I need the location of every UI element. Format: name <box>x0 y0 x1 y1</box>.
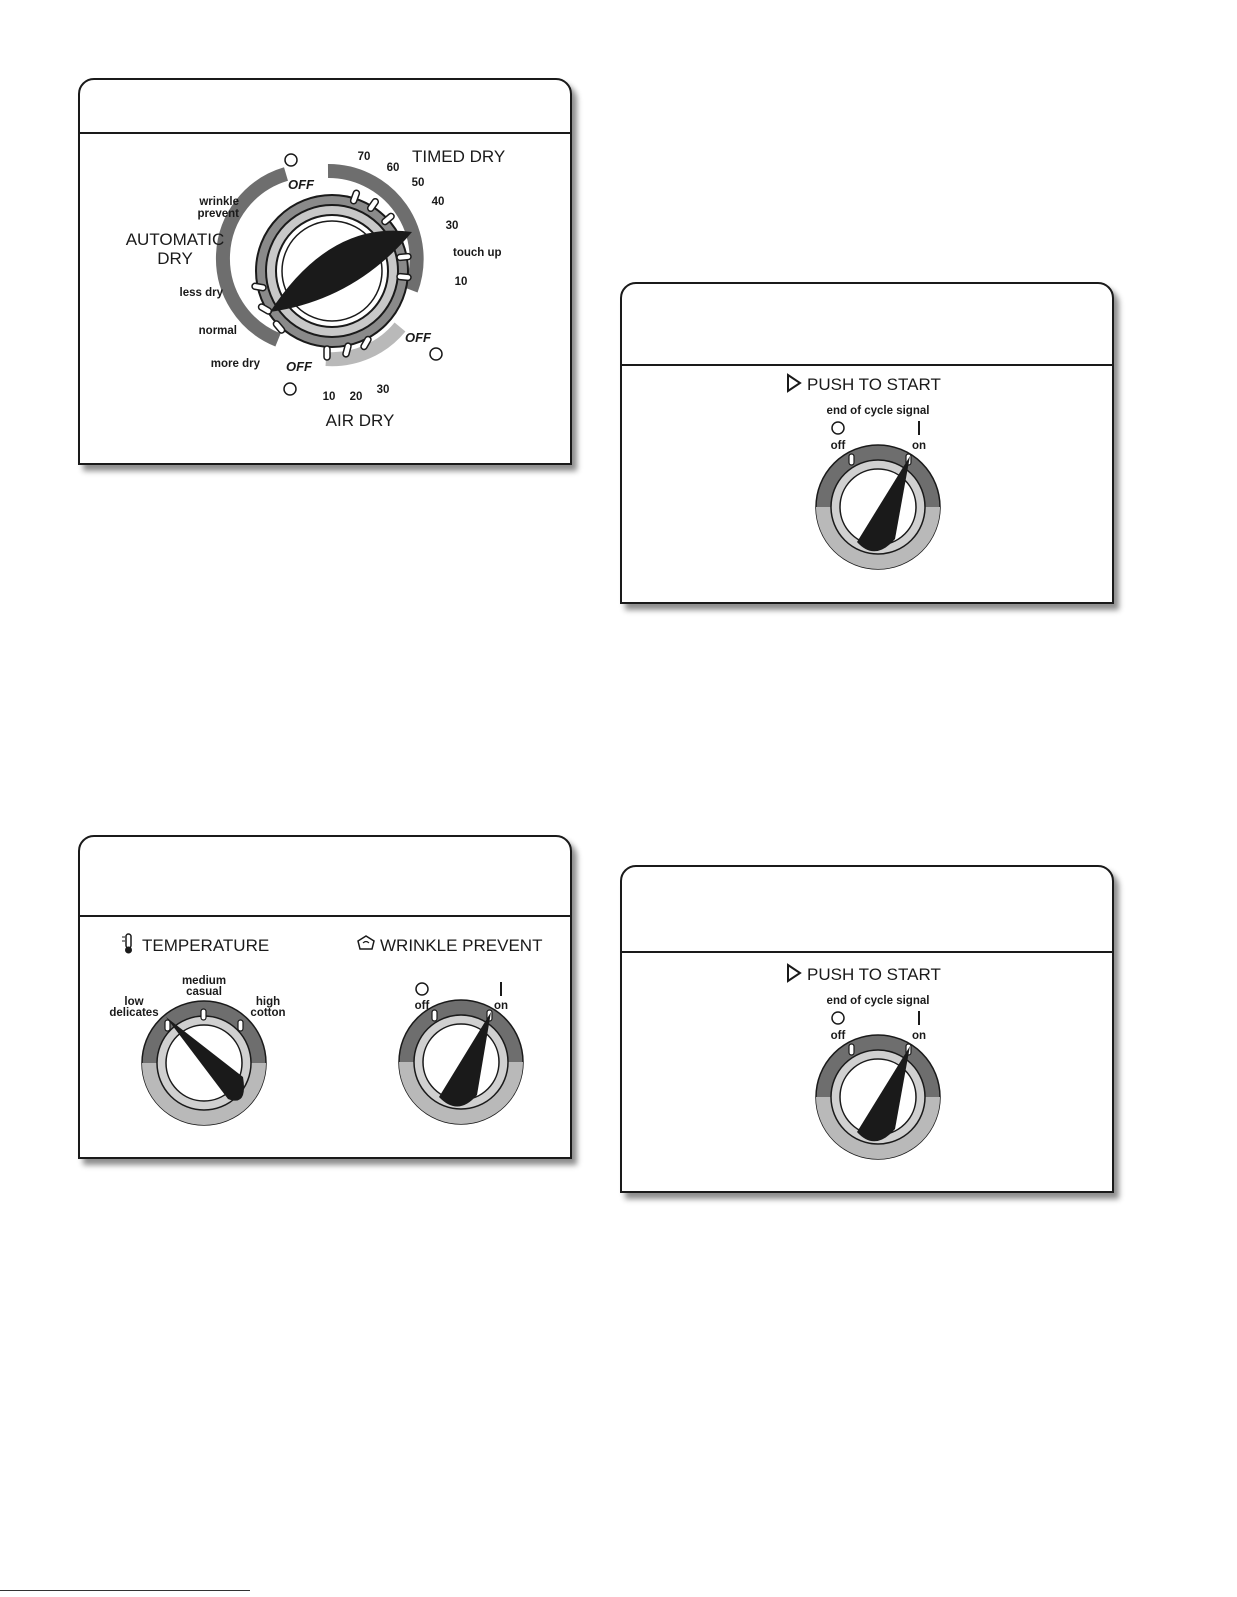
low-label: low <box>124 996 144 1008</box>
tick <box>849 1044 854 1055</box>
off-symbol-icon <box>416 983 428 995</box>
auto-normal: normal <box>198 325 237 337</box>
temperature-dial-graphic <box>80 837 574 1161</box>
end-of-cycle-signal-label: end of cycle signal <box>826 995 930 1007</box>
air-mark: 10 <box>322 391 336 403</box>
signal-dial-graphic <box>622 867 1116 1195</box>
auto-less-dry: less dry <box>179 287 223 299</box>
cycle-control-panel <box>78 78 572 465</box>
timed-mark: touch up <box>453 247 502 259</box>
temperature-title: TEMPERATURE <box>142 936 270 955</box>
start-panel-1 <box>620 282 1114 604</box>
casual-label: casual <box>186 986 222 998</box>
play-icon <box>788 375 800 391</box>
timed-mark: 40 <box>431 196 445 208</box>
delicates-label: delicates <box>109 1007 159 1019</box>
off-symbol-icon <box>832 1012 844 1024</box>
push-to-start-label: PUSH TO START <box>807 375 941 394</box>
off-indicator-circle <box>430 348 442 360</box>
off-label: OFF <box>288 177 314 192</box>
wrinkle-prevent-icon <box>358 936 374 949</box>
timed-dry-title: TIMED DRY <box>412 147 506 166</box>
play-icon <box>788 965 800 981</box>
timed-mark: 60 <box>386 162 400 174</box>
wrinkle-prevent-title: WRINKLE PREVENT <box>380 936 543 955</box>
medium-label: medium <box>181 975 227 987</box>
footer-rule <box>0 1590 250 1591</box>
auto-wrinkle-prevent-line2: prevent <box>197 208 239 220</box>
end-of-cycle-signal-label: end of cycle signal <box>826 405 930 417</box>
off-label: off <box>830 1030 846 1042</box>
signal-dial-graphic <box>622 284 1116 606</box>
air-mark: 20 <box>349 391 363 403</box>
off-indicator-circle <box>284 383 296 395</box>
air-mark: 30 <box>376 384 390 396</box>
start-panel-2 <box>620 865 1114 1193</box>
off-label: off <box>830 440 846 452</box>
tick <box>238 1020 243 1031</box>
push-to-start-label: PUSH TO START <box>807 965 941 984</box>
off-label: OFF <box>405 330 431 345</box>
timed-mark: 30 <box>445 220 459 232</box>
timed-mark: 10 <box>454 276 468 288</box>
on-label: on <box>911 1030 927 1042</box>
tick <box>849 454 854 465</box>
thermometer-icon <box>122 934 132 954</box>
off-label: OFF <box>286 359 312 374</box>
timed-mark: 70 <box>357 151 371 163</box>
off-symbol-icon <box>832 422 844 434</box>
tick <box>201 1009 206 1020</box>
timed-mark: 50 <box>411 177 425 189</box>
high-label: high <box>255 996 281 1008</box>
tick <box>432 1010 437 1021</box>
automatic-dry-title-line2: DRY <box>157 249 193 268</box>
tick <box>165 1020 170 1031</box>
auto-wrinkle-prevent: wrinkle <box>199 196 239 208</box>
on-label: on <box>911 440 927 452</box>
wrinkle-on-label: on <box>493 1000 509 1012</box>
auto-more-dry: more dry <box>210 358 260 370</box>
air-dry-title: AIR DRY <box>325 411 395 430</box>
temperature-panel <box>78 835 572 1159</box>
automatic-dry-title: AUTOMATIC <box>125 230 225 249</box>
off-indicator-circle <box>285 154 297 166</box>
cycle-dial-graphic <box>80 80 574 467</box>
wrinkle-off-label: off <box>414 1000 430 1012</box>
cotton-label: cotton <box>250 1007 286 1019</box>
